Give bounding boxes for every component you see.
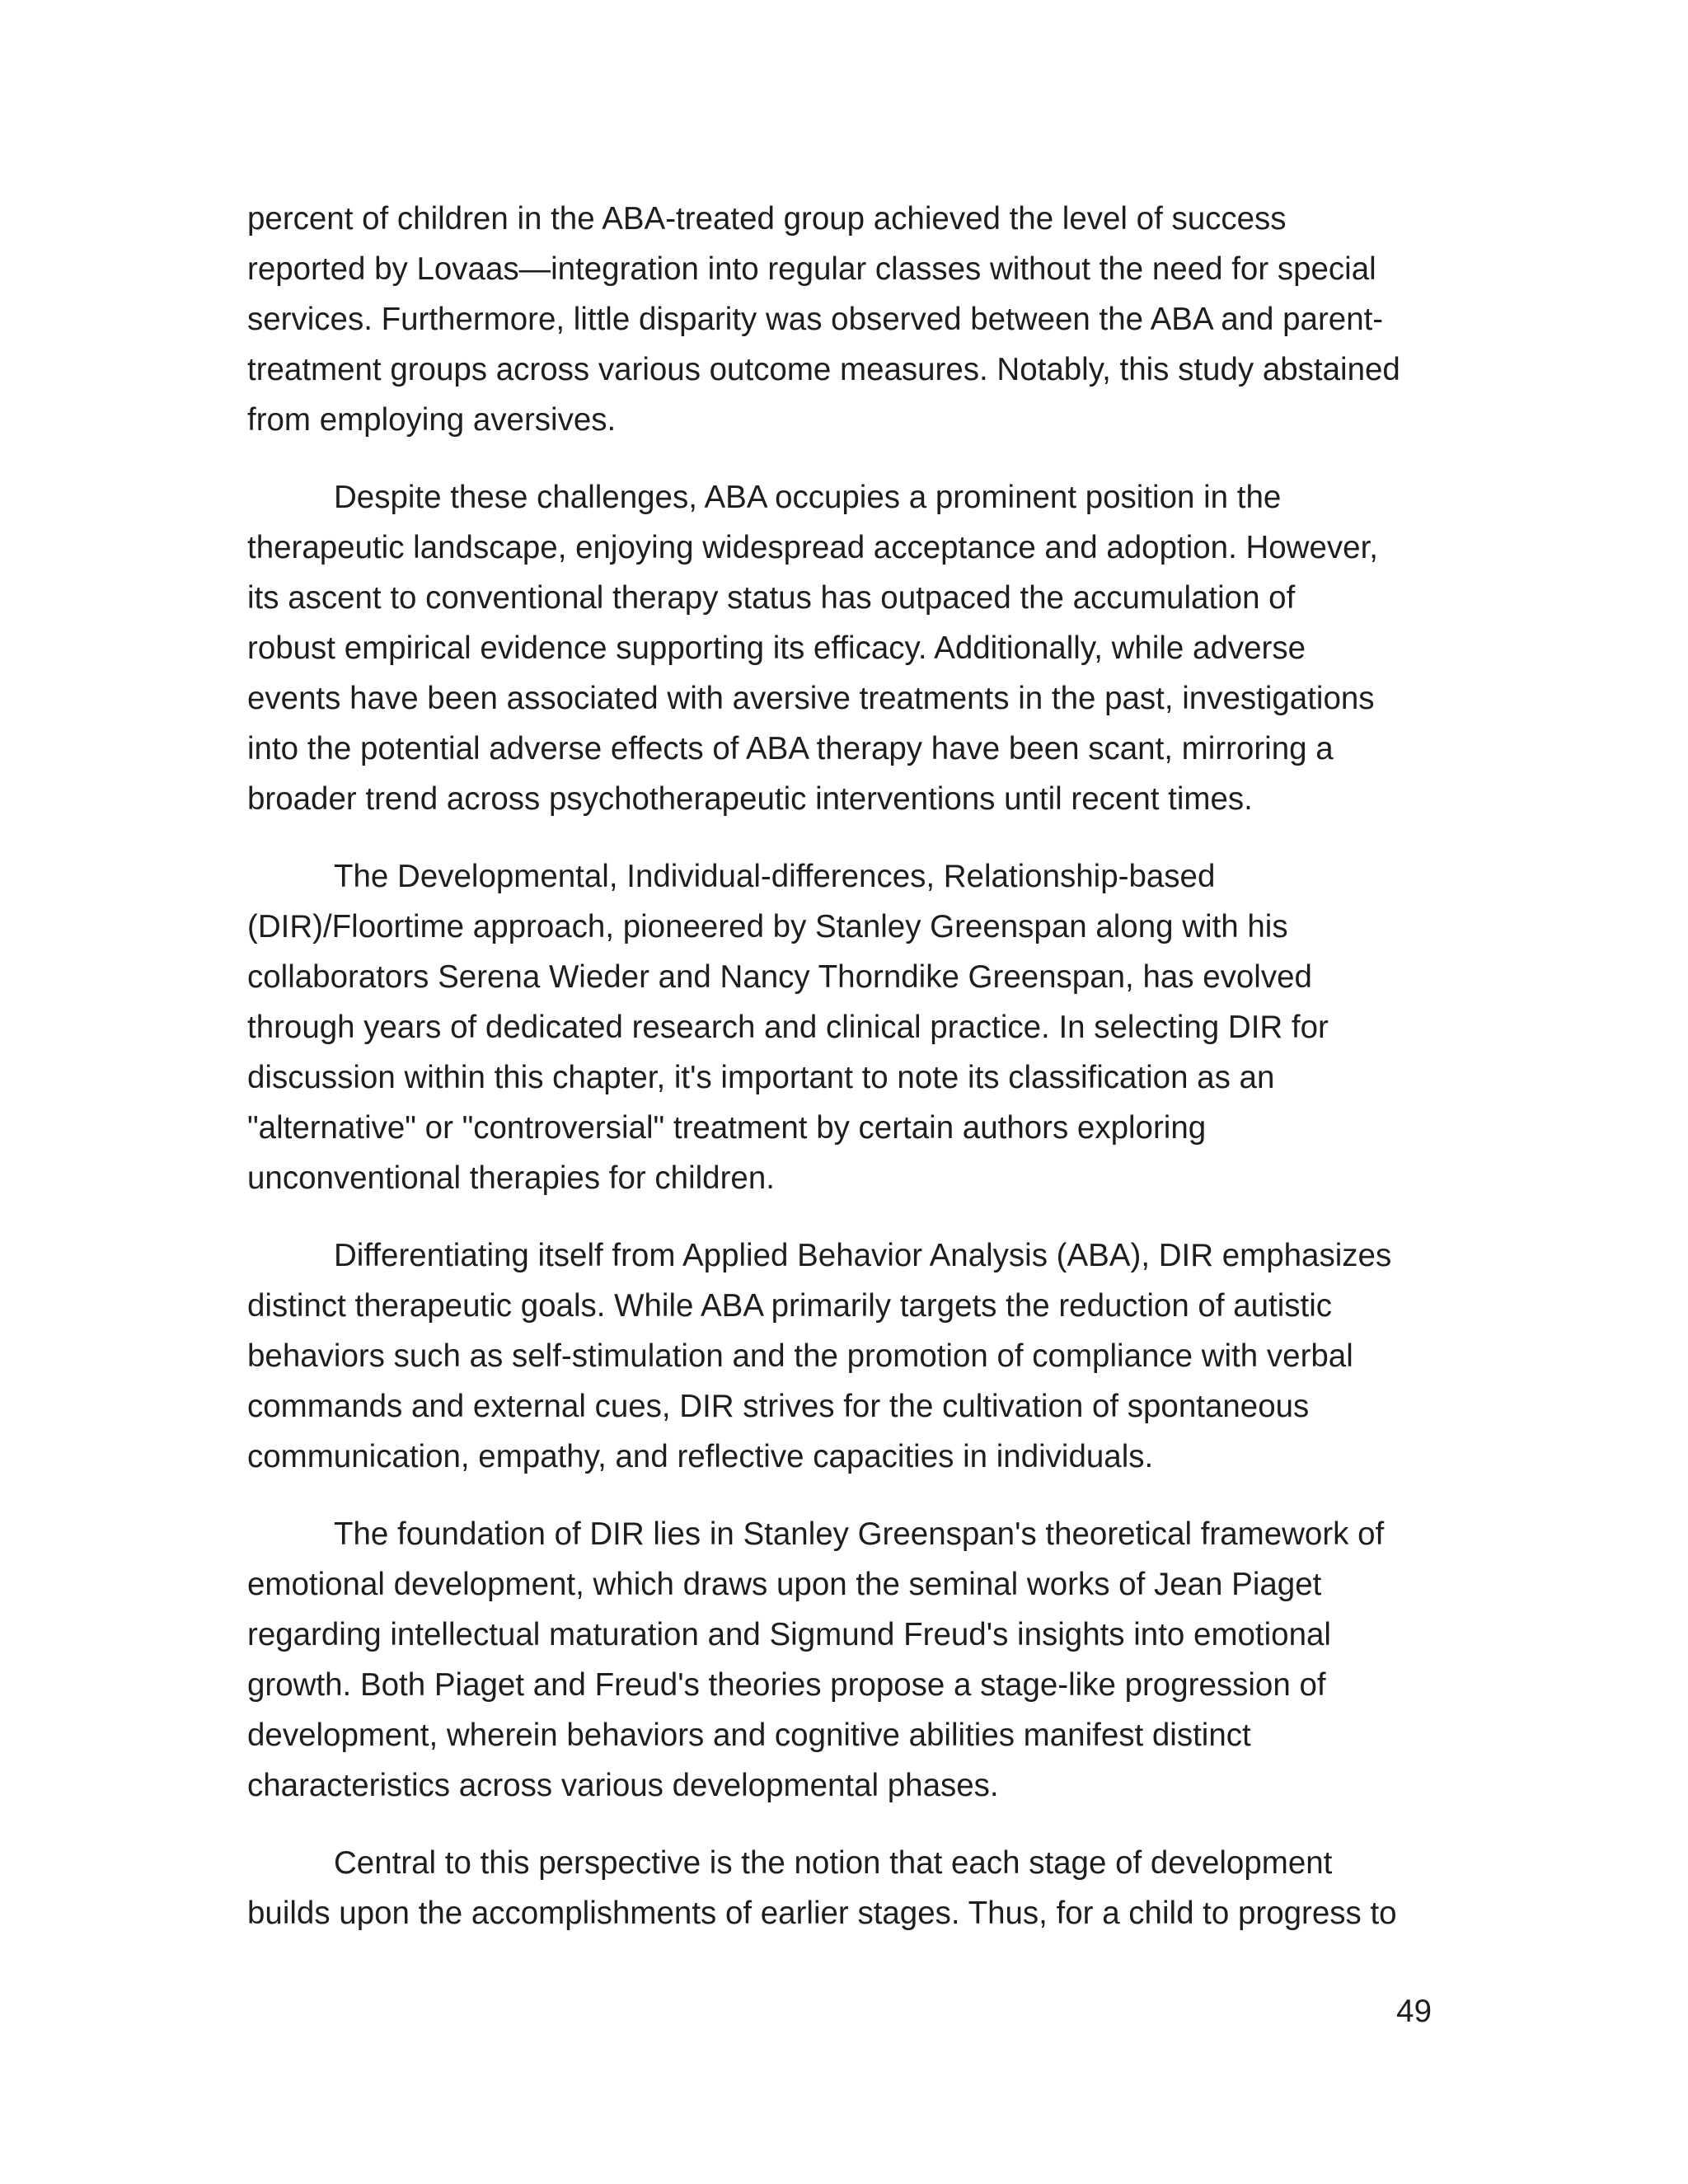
text-line: its ascent to conventional therapy status has outpaced the accumulation of (247, 580, 1296, 616)
text-line: Despite these challenges, ABA occupies a prominent position in the (334, 480, 1282, 515)
paragraph-dir-vs-aba (247, 1230, 1451, 1482)
text-line: unconventional therapies for children. (247, 1160, 775, 1196)
text-line: "alternative" or "controversial" treatment by certain authors exploring (247, 1110, 1207, 1146)
paragraph-aba-challenges (247, 472, 1451, 824)
body-text (247, 194, 1451, 1966)
text-line: (DIR)/Floortime approach, pioneered by Stanley Greenspan along with his (247, 909, 1288, 944)
paragraph-developmental-stages (247, 1838, 1451, 1938)
page-number: 49 (1396, 1994, 1432, 2029)
paragraph-aba-outcomes (247, 194, 1451, 445)
text-line: distinct therapeutic goals. While ABA primarily targets the reduction of autistic (247, 1288, 1333, 1324)
text-line: Central to this perspective is the notion that each stage of development (334, 1845, 1333, 1881)
text-line: broader trend across psychotherapeutic interventions until recent times. (247, 781, 1253, 817)
text-line: through years of dedicated research and clinical practice. In selecting DIR for (247, 1010, 1329, 1045)
text-line: reported by Lovaas—integration into regular classes without the need for special (247, 251, 1376, 287)
text-line: emotional development, which draws upon the seminal works of Jean Piaget (247, 1567, 1322, 1602)
text-line: Differentiating itself from Applied Behavior Analysis (ABA), DIR emphasizes (334, 1238, 1392, 1273)
text-line: treatment groups across various outcome measures. Notably, this study abstained (247, 352, 1400, 387)
text-line: builds upon the accomplishments of earlier stages. Thus, for a child to progress to (247, 1896, 1397, 1931)
text-line: collaborators Serena Wieder and Nancy Thorndike Greenspan, has evolved (247, 959, 1312, 995)
text-line: from employing aversives. (247, 402, 617, 438)
text-line: The Developmental, Individual-differences, Relationship-based (334, 859, 1216, 894)
text-line: characteristics across various developmental phases. (247, 1768, 999, 1803)
text-line: into the potential adverse effects of ABA therapy have been scant, mirroring a (247, 731, 1334, 766)
text-line: behaviors such as self-stimulation and the promotion of compliance with verbal (247, 1338, 1353, 1374)
text-line: services. Furthermore, little disparity was observed between the ABA and parent- (247, 302, 1384, 337)
text-line: development, wherein behaviors and cognitive abilities manifest distinct (247, 1718, 1251, 1753)
paragraph-dir-foundation (247, 1509, 1451, 1811)
text-line: The foundation of DIR lies in Stanley Greenspan's theoretical framework of (334, 1516, 1385, 1552)
text-line: percent of children in the ABA-treated group achieved the level of success (247, 201, 1287, 237)
text-line: discussion within this chapter, it's important to note its classification as an (247, 1060, 1275, 1095)
text-line: communication, empathy, and reflective capacities in individuals. (247, 1439, 1154, 1474)
paragraph-dir-floortime (247, 851, 1451, 1203)
text-line: robust empirical evidence supporting its efficacy. Additionally, while adverse (247, 630, 1306, 666)
text-line: therapeutic landscape, enjoying widespread acceptance and adoption. However, (247, 530, 1378, 565)
text-line: commands and external cues, DIR strives for the cultivation of spontaneous (247, 1389, 1310, 1424)
text-line: regarding intellectual maturation and Sigmund Freud's insights into emotional (247, 1617, 1331, 1652)
text-line: events have been associated with aversive treatments in the past, investigations (247, 681, 1375, 716)
text-line: growth. Both Piaget and Freud's theories propose a stage-like progression of (247, 1667, 1326, 1703)
